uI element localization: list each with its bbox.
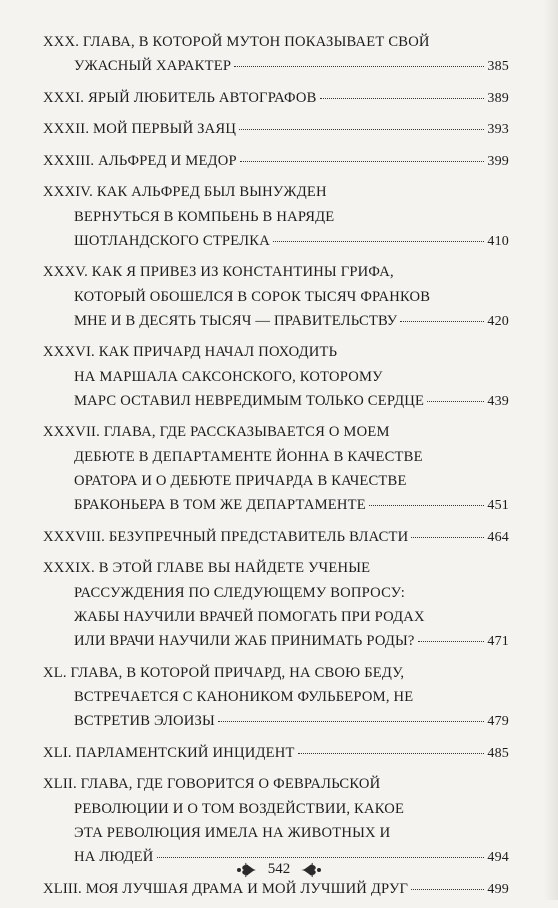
toc-entry-title: [43, 86, 509, 111]
toc-page-number: 399: [487, 153, 509, 169]
toc-entry: [43, 420, 509, 518]
toc-entry-title: XLII. ГЛАВА, ГДЕ ГОВОРИТСЯ О ФЕВРАЛЬСКОЙ: [43, 776, 381, 793]
toc-entry-title-continuation: [43, 709, 509, 734]
toc-entry-title: XXXVI. КАК ПРИЧАРД НАЧАЛ ПОХОДИТЬ: [43, 344, 338, 361]
toc-entry: [43, 260, 509, 334]
toc-entry-title: XL. ГЛАВА, В КОТОРОЙ ПРИЧАРД, НА СВОЮ БЕДУ,: [43, 664, 405, 681]
toc-entry-title: [43, 741, 509, 766]
toc-page-number: 389: [487, 90, 509, 106]
toc-page-number: 499: [487, 881, 509, 897]
toc-entry: [43, 180, 509, 254]
toc-page-number: 451: [487, 498, 509, 514]
dot-leader: [369, 505, 485, 506]
toc-entry-title-continuation: РЕВОЛЮЦИИ И О ТОМ ВОЗДЕЙСТВИИ, КАКОЕ: [74, 800, 405, 817]
dot-leader: [411, 889, 484, 890]
toc-entry-text: XXXVIII. БЕЗУПРЕЧНЫЙ ПРЕДСТАВИТЕЛЬ ВЛАСТИ: [43, 528, 409, 545]
toc-entry-title-continuation: [43, 54, 509, 79]
toc-entry-text: МНЕ И В ДЕСЯТЬ ТЫСЯЧ — ПРАВИТЕЛЬСТВУ: [74, 312, 398, 329]
toc-entry-title-continuation: ВСТРЕЧАЕТСЯ С КАНОНИКОМ ФУЛЬБЕРОМ, НЕ: [74, 689, 414, 705]
toc-entry-text: УЖАСНЫЙ ХАРАКТЕР: [74, 58, 232, 75]
toc-entry: [43, 340, 509, 414]
toc-entry-text: XXXIII. АЛЬФРЕД И МЕДОР: [43, 152, 237, 169]
toc-entry-title-continuation: ЖАБЫ НАУЧИЛИ ВРАЧЕЙ ПОМОГАТЬ ПРИ РОДАХ: [74, 608, 425, 625]
toc-entry-title: [43, 149, 509, 174]
toc-page-number: 464: [487, 529, 509, 545]
toc-page-number: 479: [487, 714, 509, 730]
toc-entry: [43, 877, 509, 902]
toc-entry: [43, 30, 509, 80]
toc-entry-text: МАРС ОСТАВИЛ НЕВРЕДИМЫМ ТОЛЬКО СЕРДЦЕ: [74, 392, 425, 409]
dot-leader: [298, 753, 485, 754]
toc-page-number: 393: [487, 122, 509, 138]
page-number: 542: [267, 861, 291, 877]
toc-entry-title-continuation: ДЕБЮТЕ В ДЕПАРТАМЕНТЕ ЙОННА В КАЧЕСТВЕ: [74, 448, 423, 465]
toc-entry-title-continuation: РАССУЖДЕНИЯ ПО СЛЕДУЮЩЕМУ ВОПРОСУ:: [74, 584, 406, 601]
toc-entry-text: ВСТРЕТИВ ЭЛОИЗЫ: [74, 713, 215, 730]
toc-entry-title: [43, 117, 509, 142]
toc-entry: [43, 741, 509, 766]
toc-entry-title: XXXIV. КАК АЛЬФРЕД БЫЛ ВЫНУЖДЕН: [43, 184, 327, 201]
toc-entry-text: ИЛИ ВРАЧИ НАУЧИЛИ ЖАБ ПРИНИМАТЬ РОДЫ?: [74, 633, 415, 650]
toc-entry-title-continuation: ОРАТОРА И О ДЕБЮТЕ ПРИЧАРДА В КАЧЕСТВЕ: [74, 473, 407, 490]
toc-entry: [43, 772, 509, 870]
toc-page-number: 439: [487, 393, 509, 409]
dot-leader: [240, 161, 485, 162]
toc-entry-text: БРАКОНЬЕРА В ТОМ ЖЕ ДЕПАРТАМЕНТЕ: [74, 497, 366, 514]
toc-entry-title-continuation: [43, 493, 509, 518]
fleuron-left-icon: [236, 862, 258, 878]
toc-entry-title: XXXV. КАК Я ПРИВЕЗ ИЗ КОНСТАНТИНЫ ГРИФА,: [43, 264, 394, 281]
toc-entry-title-continuation: КОТОРЫЙ ОБОШЕЛСЯ В СОРОК ТЫСЯЧ ФРАНКОВ: [74, 288, 431, 305]
toc-entry-title: [43, 525, 509, 550]
toc-entry-title: [43, 877, 509, 902]
toc-entry: [43, 117, 509, 142]
toc-entry-title: XXXIX. В ЭТОЙ ГЛАВЕ ВЫ НАЙДЕТЕ УЧЕНЫЕ: [43, 560, 371, 577]
dot-leader: [273, 241, 484, 242]
toc-entry: [43, 525, 509, 550]
toc-entry: [43, 661, 509, 735]
dot-leader: [427, 401, 484, 402]
dot-leader: [400, 321, 484, 322]
dot-leader: [234, 66, 484, 67]
toc-page-number: 494: [487, 850, 509, 866]
toc-entry-title-continuation: ВЕРНУТЬСЯ В КОМПЬЕНЬ В НАРЯДЕ: [74, 208, 335, 225]
toc-page-number: 485: [487, 745, 509, 761]
dot-leader: [239, 129, 484, 130]
dot-leader: [157, 857, 485, 858]
toc-entry-title: XXX. ГЛАВА, В КОТОРОЙ МУТОН ПОКАЗЫВАЕТ СВОЙ: [43, 34, 430, 50]
toc-page-number: 385: [487, 59, 509, 75]
dot-leader: [320, 98, 485, 99]
toc-entry-text: XXXII. МОЙ ПЕРВЫЙ ЗАЯЦ: [43, 121, 237, 138]
toc-entry: [43, 149, 509, 174]
page-footer: [0, 861, 558, 878]
toc-entry-title-continuation: НА МАРШАЛА САКСОНСКОГО, КОТОРОМУ: [74, 368, 383, 385]
toc-entry-text: ШОТЛАНДСКОГО СТРЕЛКА: [74, 232, 270, 249]
toc-entry: [43, 556, 509, 654]
toc-page-number: 420: [487, 313, 509, 329]
toc-entry-title-continuation: [43, 229, 509, 254]
dot-leader: [418, 641, 485, 642]
fleuron-right-icon: [300, 862, 322, 878]
toc-entry-title-continuation: [43, 309, 509, 334]
toc-entry-text: XXXI. ЯРЫЙ ЛЮБИТЕЛЬ АВТОГРАФОВ: [43, 89, 317, 106]
toc-entry-text: НА ЛЮДЕЙ: [74, 849, 154, 866]
table-of-contents: [43, 30, 509, 908]
toc-entry-title: XXXVII. ГЛАВА, ГДЕ РАССКАЗЫВАЕТСЯ О МОЕМ: [43, 424, 390, 441]
toc-entry: [43, 86, 509, 111]
dot-leader: [218, 721, 484, 722]
toc-page-number: 471: [487, 634, 509, 650]
toc-entry-title-continuation: ЭТА РЕВОЛЮЦИЯ ИМЕЛА НА ЖИВОТНЫХ И: [74, 824, 391, 841]
toc-entry-text: XLI. ПАРЛАМЕНТСКИЙ ИНЦИДЕНТ: [43, 744, 295, 761]
page-edge-shadow: [544, 0, 558, 900]
toc-page-number: 410: [487, 233, 509, 249]
dot-leader: [411, 537, 484, 538]
toc-entry-text: XLIII. МОЯ ЛУЧШАЯ ДРАМА И МОЙ ЛУЧШИЙ ДРУГ: [43, 880, 409, 897]
toc-entry-title-continuation: [43, 629, 509, 654]
toc-entry-title-continuation: [43, 389, 509, 414]
